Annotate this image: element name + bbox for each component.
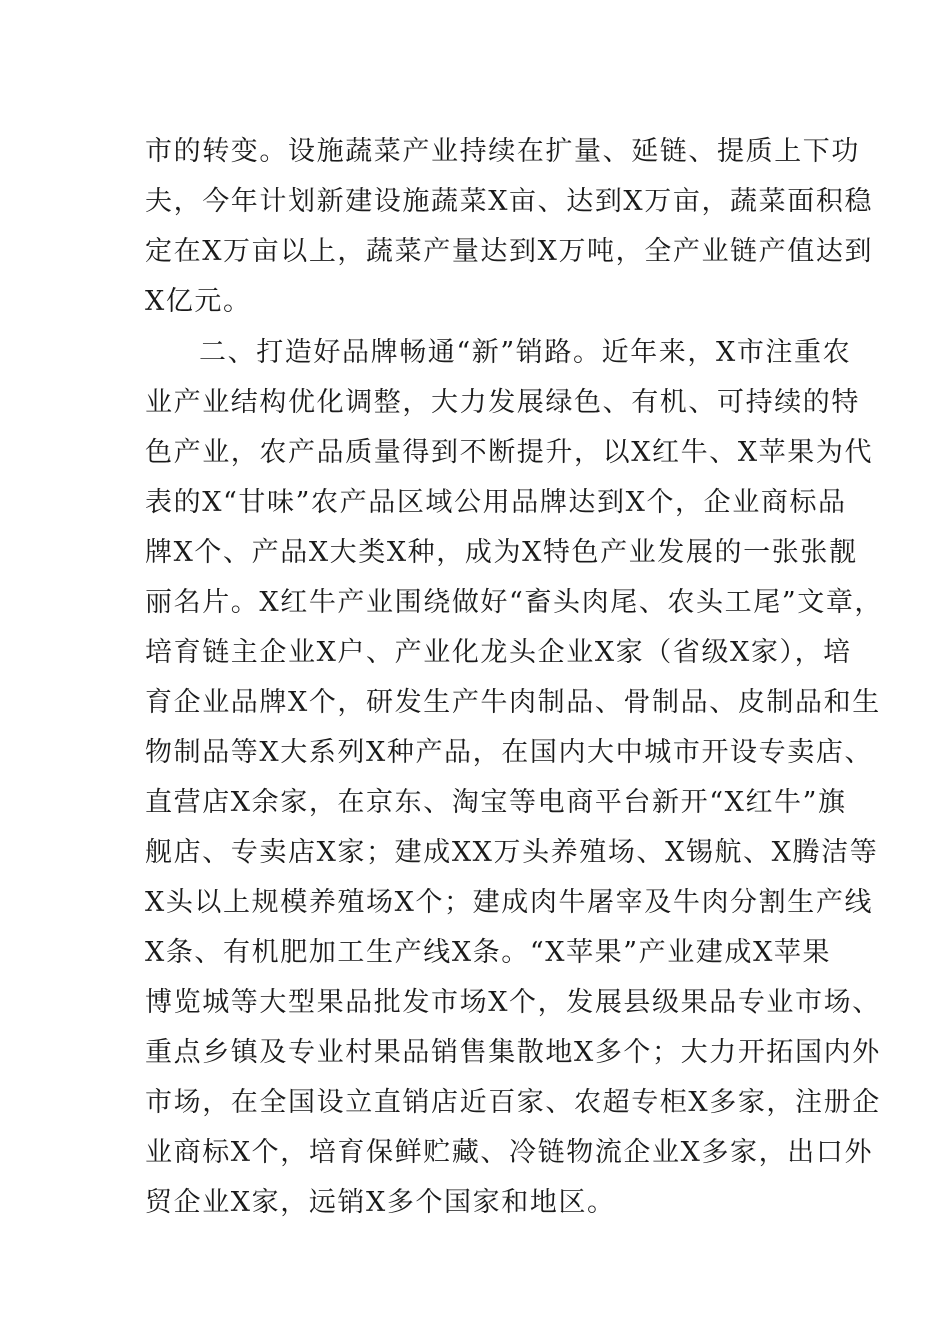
paragraph-line: 直营店X余家，在京东、淘宝等电商平台新开“X红牛”旗 bbox=[145, 787, 847, 818]
paragraph-line: 表的X“甘味”农产品区域公用品牌达到X个，企业商标品 bbox=[145, 487, 847, 518]
paragraph-line: 贸企业X家，远销X多个国家和地区。 bbox=[145, 1187, 616, 1218]
paragraph-line: X头以上规模养殖场X个；建成肉牛屠宰及牛肉分割生产线 bbox=[145, 887, 874, 918]
paragraph-heading-line: 二、打造好品牌畅通“新”销路。近年来，X市注重农 bbox=[199, 337, 852, 368]
paragraph-line: 物制品等X大系列X种产品，在国内大中城市开设专卖店、 bbox=[145, 737, 874, 768]
paragraph-line: 舰店、专卖店X家；建成XX万头养殖场、X锡航、X腾洁等 bbox=[145, 837, 879, 868]
paragraph-line: 育企业品牌X个，研发生产牛肉制品、骨制品、皮制品和生 bbox=[145, 687, 881, 718]
paragraph-line: X条、有机肥加工生产线X条。“X苹果”产业建成X苹果 bbox=[145, 937, 832, 968]
paragraph-line: 市的转变。设施蔬菜产业持续在扩量、延链、提质上下功 bbox=[145, 136, 860, 167]
paragraph-line: 培育链主企业X户、产业化龙头企业X家（省级X家），培 bbox=[145, 637, 852, 668]
paragraph-line: 定在X万亩以上，蔬菜产量达到X万吨，全产业链产值达到 bbox=[145, 236, 874, 267]
paragraph-line: 博览城等大型果品批发市场X个，发展县级果品专业市场、 bbox=[145, 987, 881, 1018]
paragraph-line: 丽名片。X红牛产业围绕做好“畜头肉尾、农头工尾”文章， bbox=[145, 587, 884, 618]
paragraph-line: 夫，今年计划新建设施蔬菜X亩、达到X万亩，蔬菜面积稳 bbox=[145, 186, 874, 217]
paragraph-line: 牌X个、产品X大类X种，成为X特色产业发展的一张张靓 bbox=[145, 537, 858, 568]
paragraph-line: 重点乡镇及专业村果品销售集散地X多个；大力开拓国内外 bbox=[145, 1037, 881, 1068]
paragraph-line: 色产业，农产品质量得到不断提升，以X红牛、X苹果为代 bbox=[145, 437, 874, 468]
paragraph-line: 市场，在全国设立直销店近百家、农超专柜X多家，注册企 bbox=[145, 1087, 881, 1118]
paragraph-line: 业商标X个，培育保鲜贮藏、冷链物流企业X多家，出口外 bbox=[145, 1137, 874, 1168]
paragraph-line: 业产业结构优化调整，大力发展绿色、有机、可持续的特 bbox=[145, 387, 860, 418]
paragraph-line: X亿元。 bbox=[145, 286, 252, 317]
